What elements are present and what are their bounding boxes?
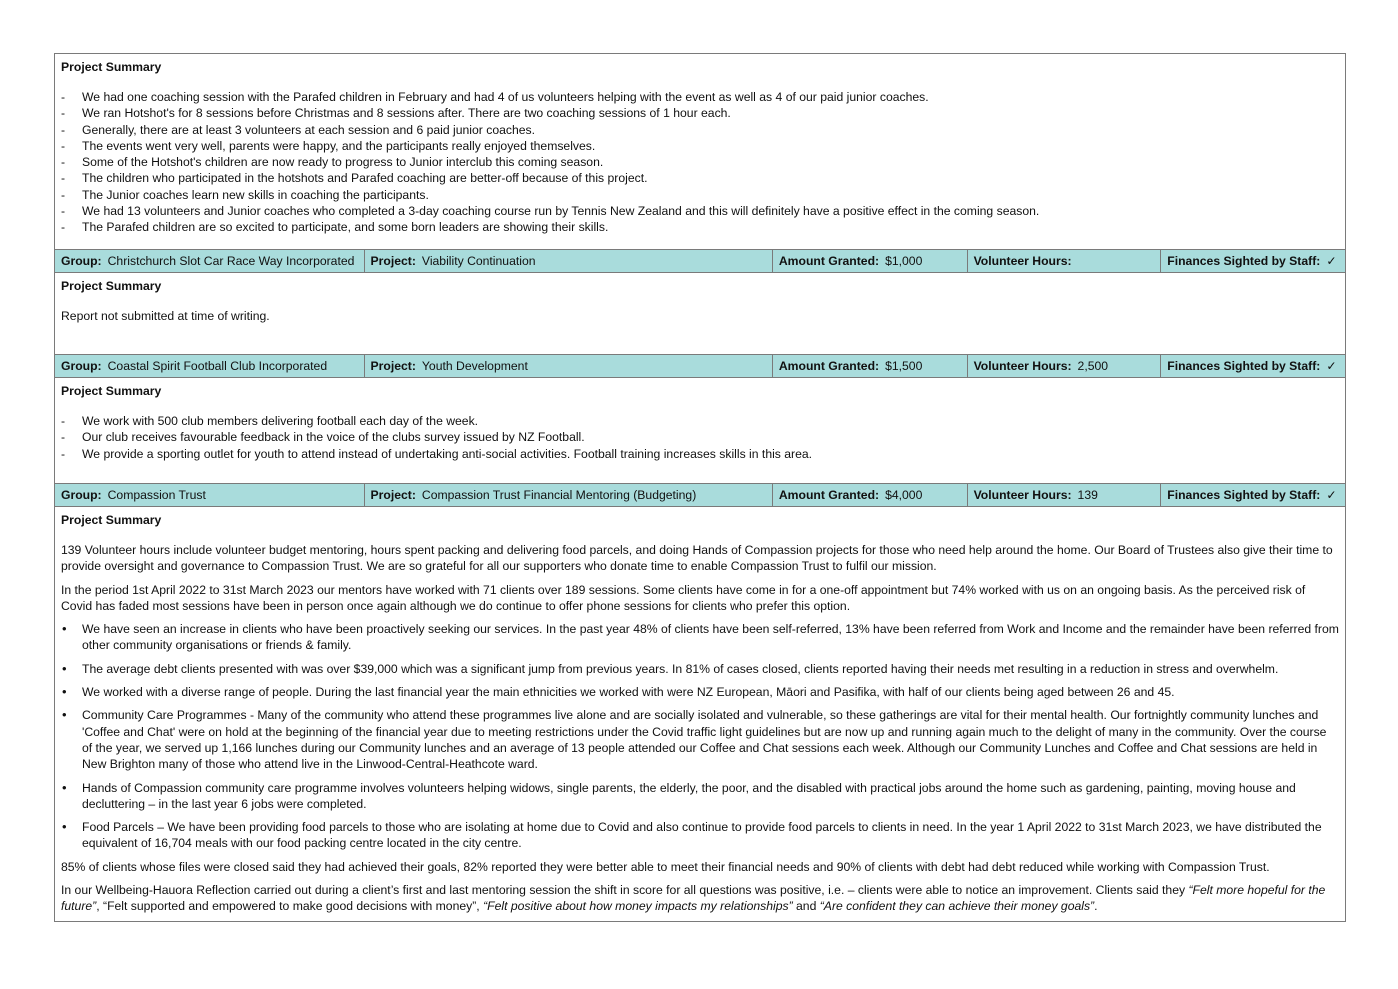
- check-icon: ✓: [1326, 359, 1337, 373]
- client-quote: “Felt supported and empowered to make good decisions with money”: [103, 899, 477, 914]
- list-item: - The Junior coaches learn new skills in coaching the participants.: [61, 187, 1339, 203]
- volunteer-hours-label: Volunteer Hours:: [973, 488, 1072, 502]
- finances-cell: [1161, 250, 1345, 272]
- finances-label: Finances Sighted by Staff:: [1167, 488, 1321, 502]
- finances-label: Finances Sighted by Staff:: [1167, 254, 1321, 268]
- project-name: Viability Continuation: [421, 254, 536, 268]
- quote-separator: and: [792, 899, 820, 914]
- list-item: - Some of the Hotshot's children are now ready to progress to Junior interclub this coming season.: [61, 154, 1339, 170]
- group-name: Compassion Trust: [107, 488, 206, 502]
- client-quote: “Are confident they can achieve their money goals”: [819, 899, 1095, 914]
- project-label: Project:: [370, 254, 416, 268]
- project-summary-section-3: [55, 378, 1345, 484]
- quote-end: .: [1094, 899, 1098, 914]
- bullet-item: • Hands of Compassion community care programme involves volunteers helping widows, single parents, the elderly, the poor, and the disabled with practical jobs around the home such as gardening, painting, moving house and decluttering – in the last year 6 jobs were completed.: [61, 780, 1339, 813]
- amount-value: $1,000: [885, 254, 923, 268]
- amount-cell: [773, 355, 968, 377]
- check-icon: ✓: [1326, 488, 1337, 502]
- client-quote: “Felt positive about how money impacts my relationships”: [483, 899, 793, 914]
- group-label: Group:: [61, 254, 102, 268]
- project-summary-title: Project Summary: [61, 279, 162, 293]
- bullet-item: • Food Parcels – We have been providing food parcels to those who are isolating at home due to Covid and also continue to provide food parcels to clients in need. In the year 1 April 2022 to 31st March 2023, we have distributed the equivalent of 16,704 meals with our food packing centre located in the city centre.: [61, 819, 1339, 852]
- list-item: - We had 13 volunteers and Junior coaches who completed a 3-day coaching course run by Tennis New Zealand and this will definitely have a positive effect in the coming season.: [61, 203, 1339, 219]
- bullet-item: • Community Care Programmes - Many of the community who attend these programmes live alone and are socially isolated and vulnerable, so these gatherings are vital for their mental health. Our fortnightly community lunches and 'Coffee and Chat' were on hold at the beginning of the financial year due to meeting restrictions under the Covid traffic light guidelines but are now up and running again much to the delight of many in the community. Over the course of the year, we served up 1,166 lunches during our Community lunches and an average of 13 people attended our Coffee and Chat sessions each week. Although our Community Lunches and Coffee and Chat sessions are held in New Brighton many of those who attend live in the Linwood-Central-Heathcote ward.: [61, 707, 1339, 772]
- group-cell: [55, 355, 365, 377]
- amount-value: $4,000: [885, 488, 923, 502]
- amount-cell: [773, 484, 968, 506]
- grant-report-table: [54, 53, 1346, 922]
- project-summary-list: [61, 89, 1339, 236]
- project-label: Project:: [370, 488, 416, 502]
- group-label: Group:: [61, 488, 102, 502]
- list-item: - The events went very well, parents were happy, and the participants really enjoyed themselves.: [61, 138, 1339, 154]
- project-summary-section-2: [55, 273, 1345, 355]
- group-name: Coastal Spirit Football Club Incorporated: [107, 359, 328, 373]
- grant-header-row: [55, 484, 1345, 507]
- volunteer-hours-value: 139: [1077, 488, 1098, 502]
- project-summary-title: Project Summary: [61, 60, 162, 74]
- list-item: - We had one coaching session with the Parafed children in February and had 4 of us volunteers helping with the event as well as 4 of our paid junior coaches.: [61, 89, 1339, 105]
- list-item: - The children who participated in the hotshots and Parafed coaching are better-off because of this project.: [61, 170, 1339, 186]
- group-cell: [55, 250, 365, 272]
- project-summary-list: [61, 413, 1339, 462]
- project-label: Project:: [370, 359, 416, 373]
- volunteer-hours-label: Volunteer Hours:: [973, 359, 1072, 373]
- volunteer-hours-value: 2,500: [1077, 359, 1109, 373]
- summary-bullet-list: [61, 621, 1339, 852]
- bullet-item: • We worked with a diverse range of people. During the last financial year the main ethnicities we worked with were NZ European, Māori and Pasifika, with half of our clients being aged between 26 and 45.: [61, 684, 1339, 700]
- volunteer-hours-cell: [968, 484, 1162, 506]
- finances-label: Finances Sighted by Staff:: [1167, 359, 1321, 373]
- summary-paragraph: In the period 1st April 2022 to 31st March 2023 our mentors have worked with 71 clients over 189 sessions. Some clients have come in for a one-off appointment but 74% worked with us on an ongoing basis. As the perceived risk of Covid has faded most sessions have been in person once again although we do continue to offer phone sessions for clients who prefer this option.: [61, 582, 1306, 613]
- check-icon: ✓: [1326, 254, 1337, 268]
- wellbeing-lead: In our Wellbeing-Hauora Reflection carried out during a client’s first and last mentoring session the shift in score for all questions was positive, i.e. – clients were able to notice an improvement. Clients said they: [61, 883, 1189, 898]
- amount-value: $1,500: [885, 359, 923, 373]
- group-label: Group:: [61, 359, 102, 373]
- volunteer-hours-cell: [968, 355, 1162, 377]
- grant-header-row: [55, 355, 1345, 378]
- amount-label: Amount Granted:: [778, 359, 880, 373]
- summary-paragraph: 139 Volunteer hours include volunteer budget mentoring, hours spent packing and delivering food parcels, and doing Hands of Compassion projects for those who need help around the home. Our Board of Trustees also give their time to provide oversight and governance to Compassion Trust. We are so grateful for all our supporters who donate time to enable Compassion Trust to fulfil our mission.: [61, 543, 1333, 574]
- project-cell: [365, 484, 773, 506]
- volunteer-hours-cell: [968, 250, 1162, 272]
- list-item: - The Parafed children are so excited to participate, and some born leaders are showing their skills.: [61, 219, 1339, 235]
- amount-cell: [773, 250, 968, 272]
- project-cell: [365, 250, 773, 272]
- list-item: - Our club receives favourable feedback in the voice of the clubs survey issued by NZ Football.: [61, 429, 1339, 445]
- list-item: - We ran Hotshot's for 8 sessions before Christmas and 8 sessions after. There are two coaching sessions of 1 hour each.: [61, 105, 1339, 121]
- amount-label: Amount Granted:: [778, 254, 880, 268]
- quote-separator: ,: [476, 899, 484, 914]
- finances-cell: [1161, 355, 1345, 377]
- group-name: Christchurch Slot Car Race Way Incorporated: [107, 254, 355, 268]
- grant-header-row: [55, 250, 1345, 273]
- volunteer-hours-label: Volunteer Hours:: [973, 254, 1072, 268]
- client-quote: “Felt more hopeful for the future”: [61, 883, 1326, 914]
- list-item: - We provide a sporting outlet for youth to attend instead of undertaking anti-social activities. Football training increases skills in this area.: [61, 446, 1339, 462]
- project-summary-text: Report not submitted at time of writing.: [61, 309, 270, 323]
- project-summary-title: Project Summary: [61, 384, 162, 398]
- group-cell: [55, 484, 365, 506]
- bullet-item: • We have seen an increase in clients who have been proactively seeking our services. In the past year 48% of clients have been self-referred, 13% have been referred from Work and Income and the remainder have been referred from other community organisations or friends & family.: [61, 621, 1339, 654]
- project-cell: [365, 355, 773, 377]
- summary-paragraph: 85% of clients whose files were closed said they had achieved their goals, 82% reported they were better able to meet their financial needs and 90% of clients with debt had debt reduced while working with Compassion Trust.: [61, 859, 1270, 874]
- bullet-item: • The average debt clients presented with was over $39,000 which was a significant jump from previous years. In 81% of cases closed, clients reported having their needs met resulting in a reduction in stress and overwhelm.: [61, 661, 1339, 677]
- project-name: Youth Development: [421, 359, 528, 373]
- finances-cell: [1161, 484, 1345, 506]
- project-name: Compassion Trust Financial Mentoring (Budgeting): [421, 488, 697, 502]
- list-item: - Generally, there are at least 3 volunteers at each session and 6 paid junior coaches.: [61, 122, 1339, 138]
- project-summary-section-1: [55, 54, 1345, 250]
- list-item: - We work with 500 club members delivering football each day of the week.: [61, 413, 1339, 429]
- quote-separator: ,: [96, 899, 104, 914]
- wellbeing-paragraph: [61, 882, 1339, 915]
- project-summary-title: Project Summary: [61, 513, 162, 527]
- amount-label: Amount Granted:: [778, 488, 880, 502]
- project-summary-section-4: [55, 507, 1345, 921]
